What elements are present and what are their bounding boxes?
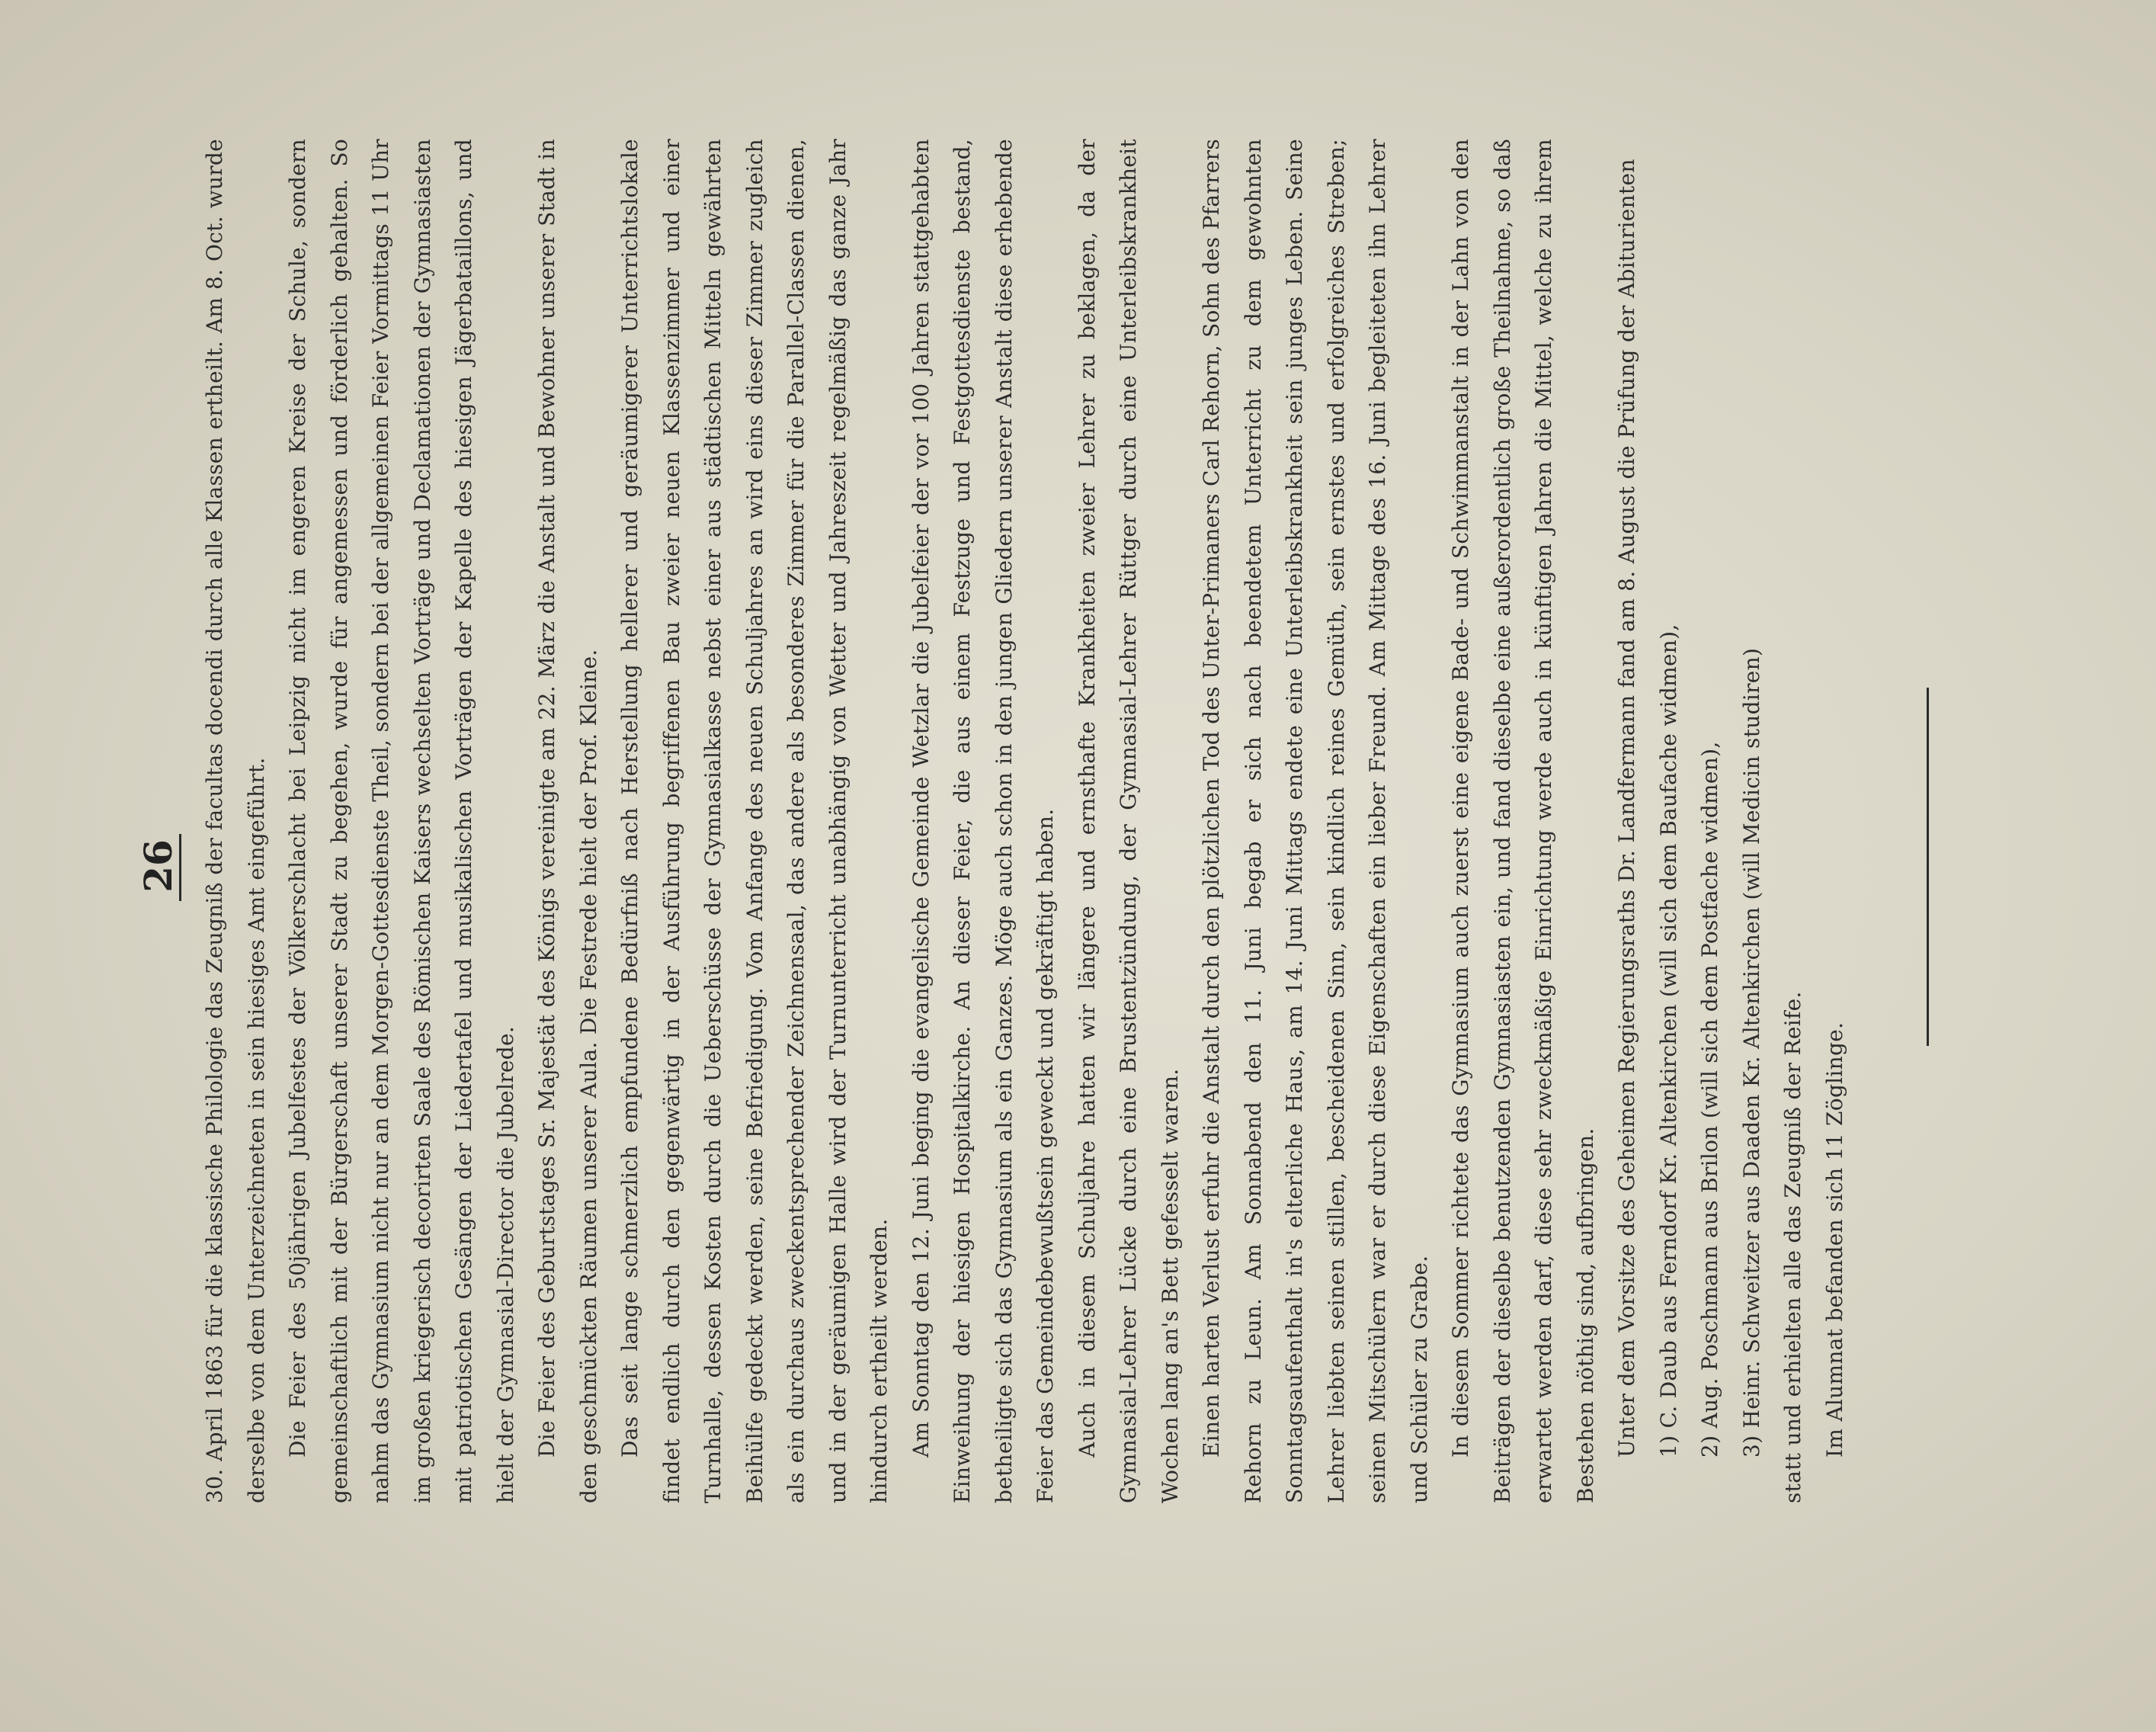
paragraph-examination: Unter dem Vorsitze des Geheimen Regierungsraths Dr. Landfermann fand am 8. August die Prüfung der Abiturienten <box>1614 159 1639 1458</box>
list-item-abiturient-1: 1) C. Daub aus Ferndorf Kr. Altenkirchen (will sich dem Baufache widmen), <box>1655 624 1681 1458</box>
paragraph-student-death: Einen harten Verlust erfuhr die Anstalt durch den plötzlichen Tod des Unter-Primaners Carl Rehorn, Sohn des Pfarrers Rehorn zu Leun. Am Sonnabend den 11. Juni begab er sich nach beendetem Unterricht zu dem gewohnten Sonntagsaufenthalt in's elterliche Haus, am 14. Juni Mittags endete eine Unterleibskrankheit sein junges Leben. Seine Lehrer liebten seinen stillen, bescheidenen Sinn, sein kindlich reines Gemüth, sein ernstes und erfolgreiches Streben; seinen Mitschülern war er durch diese Eigenschaften ein lieber Freund. Am Mittage des 16. Juni begleiteten ihn Lehrer und Schüler zu Grabe. <box>1199 139 1432 1503</box>
paragraph-jubilee-leipzig: Die Feier des 50jährigen Jubelfestes der Völkerschlacht bei Leipzig nicht im engeren Kreise der Schule, sondern gemeinschaftlich mit der Bürgerschaft unserer Stadt zu begehen, wurde für angemessen und förderlich gehalten. So nahm das Gymnasium nicht nur an dem Morgen-Gottesdienste Theil, sondern bei der allgemeinen Feier Vormittags 11 Uhr im großen kriegerisch decorirten Saale des Römischen Kaisers wechselten Vorträge und Declamationen der Gymnasiasten mit patriotischen Gesängen der Liedertafel und musikalischen Vorträgen der Kapelle des hiesigen Jägerbataillons, und hielt der Gymnasial-Director die Jubelrede. <box>285 139 518 1503</box>
paragraph-maturity-certificate: statt und erhielten alle das Zeugniß der Reife. <box>1780 991 1805 1503</box>
paragraph-teacher-illness: Auch in diesem Schuljahre hatten wir längere und ernsthafte Krankheiten zweier Lehrer zu beklagen, da der Gymnasial-Lehrer Lücke durch eine Brustentzündung, der Gymnasial-Lehrer Rüttger durch eine Unterleibskrankheit Wochen lang an's Bett gefesselt waren. <box>1074 139 1183 1503</box>
paragraph-kings-birthday: Die Feier des Geburtstages Sr. Majestät des Königs vereinigte am 22. März die Anstalt und Bewohner unserer Stadt in den geschmückten Räumen unserer Aula. Die Festrede hielt der Prof. Kleine. <box>534 139 601 1503</box>
list-item-abiturient-3: 3) Heinr. Schweitzer aus Daaden Kr. Altenkirchen (will Medicin studiren) <box>1738 647 1764 1458</box>
paragraph-hospital-church: Am Sonntag den 12. Juni beging die evangelische Gemeinde Wetzlar die Jubelfeier der vor 100 Jahren stattgehabten Einweihung der hiesigen Hospitalkirche. An dieser Feier, die aus einem Festzuge und Festgottesdienste bestand, betheiligte sich das Gymnasium als ein Ganzes. Möge auch schon in den jungen Gliedern unserer Anstalt diese erhebende Feier das Gemeindebewußtsein geweckt und gekräftigt haben. <box>908 139 1058 1503</box>
paragraph-alumnat: Im Alumnat befanden sich 11 Zöglinge. <box>1821 1022 1847 1458</box>
closing-rule <box>1927 688 1929 1046</box>
list-item-abiturient-2: 2) Aug. Poschmann aus Brilon (will sich dem Postfache widmen), <box>1697 741 1722 1458</box>
paragraph-new-building: Das seit lange schmerzlich empfundene Bedürfniß nach Herstellung hellerer und geräumigerer Unterrichtslokale findet endlich durch den gegenwärtig in der Ausführung begriffenen Bau zweier neuen Klassenzimmer und einer Turnhalle, dessen Kosten durch die Ueberschüsse der Gymnasialkasse nebst einer aus städtischen Mitteln gewährten Beihülfe gedeckt werden, seine Befriedigung. Vom Anfange des neuen Schuljahres an wird eins dieser Zimmer zugleich als ein durchaus zweckentsprechender Zeichnensaal, das andere als besonderes Zimmer für die Parallel-Classen dienen, und in der geräumigen Halle wird der Turnunterricht unabhängig von Wetter und Jahreszeit regelmäßig das ganze Jahr hindurch ertheilt werden. <box>617 139 892 1503</box>
body-text <box>194 139 1856 1503</box>
page-number: 26 <box>136 839 181 893</box>
paragraph-swimming-facility: In diesem Sommer richtete das Gymnasium auch zuerst eine eigene Bade- und Schwimmanstalt in der Lahn von den Beiträgen der dieselbe benutzenden Gymnasiasten ein, und fand dieselbe eine außerordentlich große Theilnahme, so daß erwartet werden darf, diese sehr zweckmäßige Einrichtung werde auch in künftigen Jahren die Mittel, welche zu ihrem Bestehen nöthig sind, aufbringen. <box>1448 139 1598 1503</box>
paragraph-certificate: 30. April 1863 für die klassische Philologie das Zeugniß der facultas docendi durch alle Klassen ertheilt. Am 8. Oct. wurde derselbe von dem Unterzeichneten in sein hiesiges Amt eingeführt. <box>202 139 269 1503</box>
page-number-rule <box>179 834 181 901</box>
